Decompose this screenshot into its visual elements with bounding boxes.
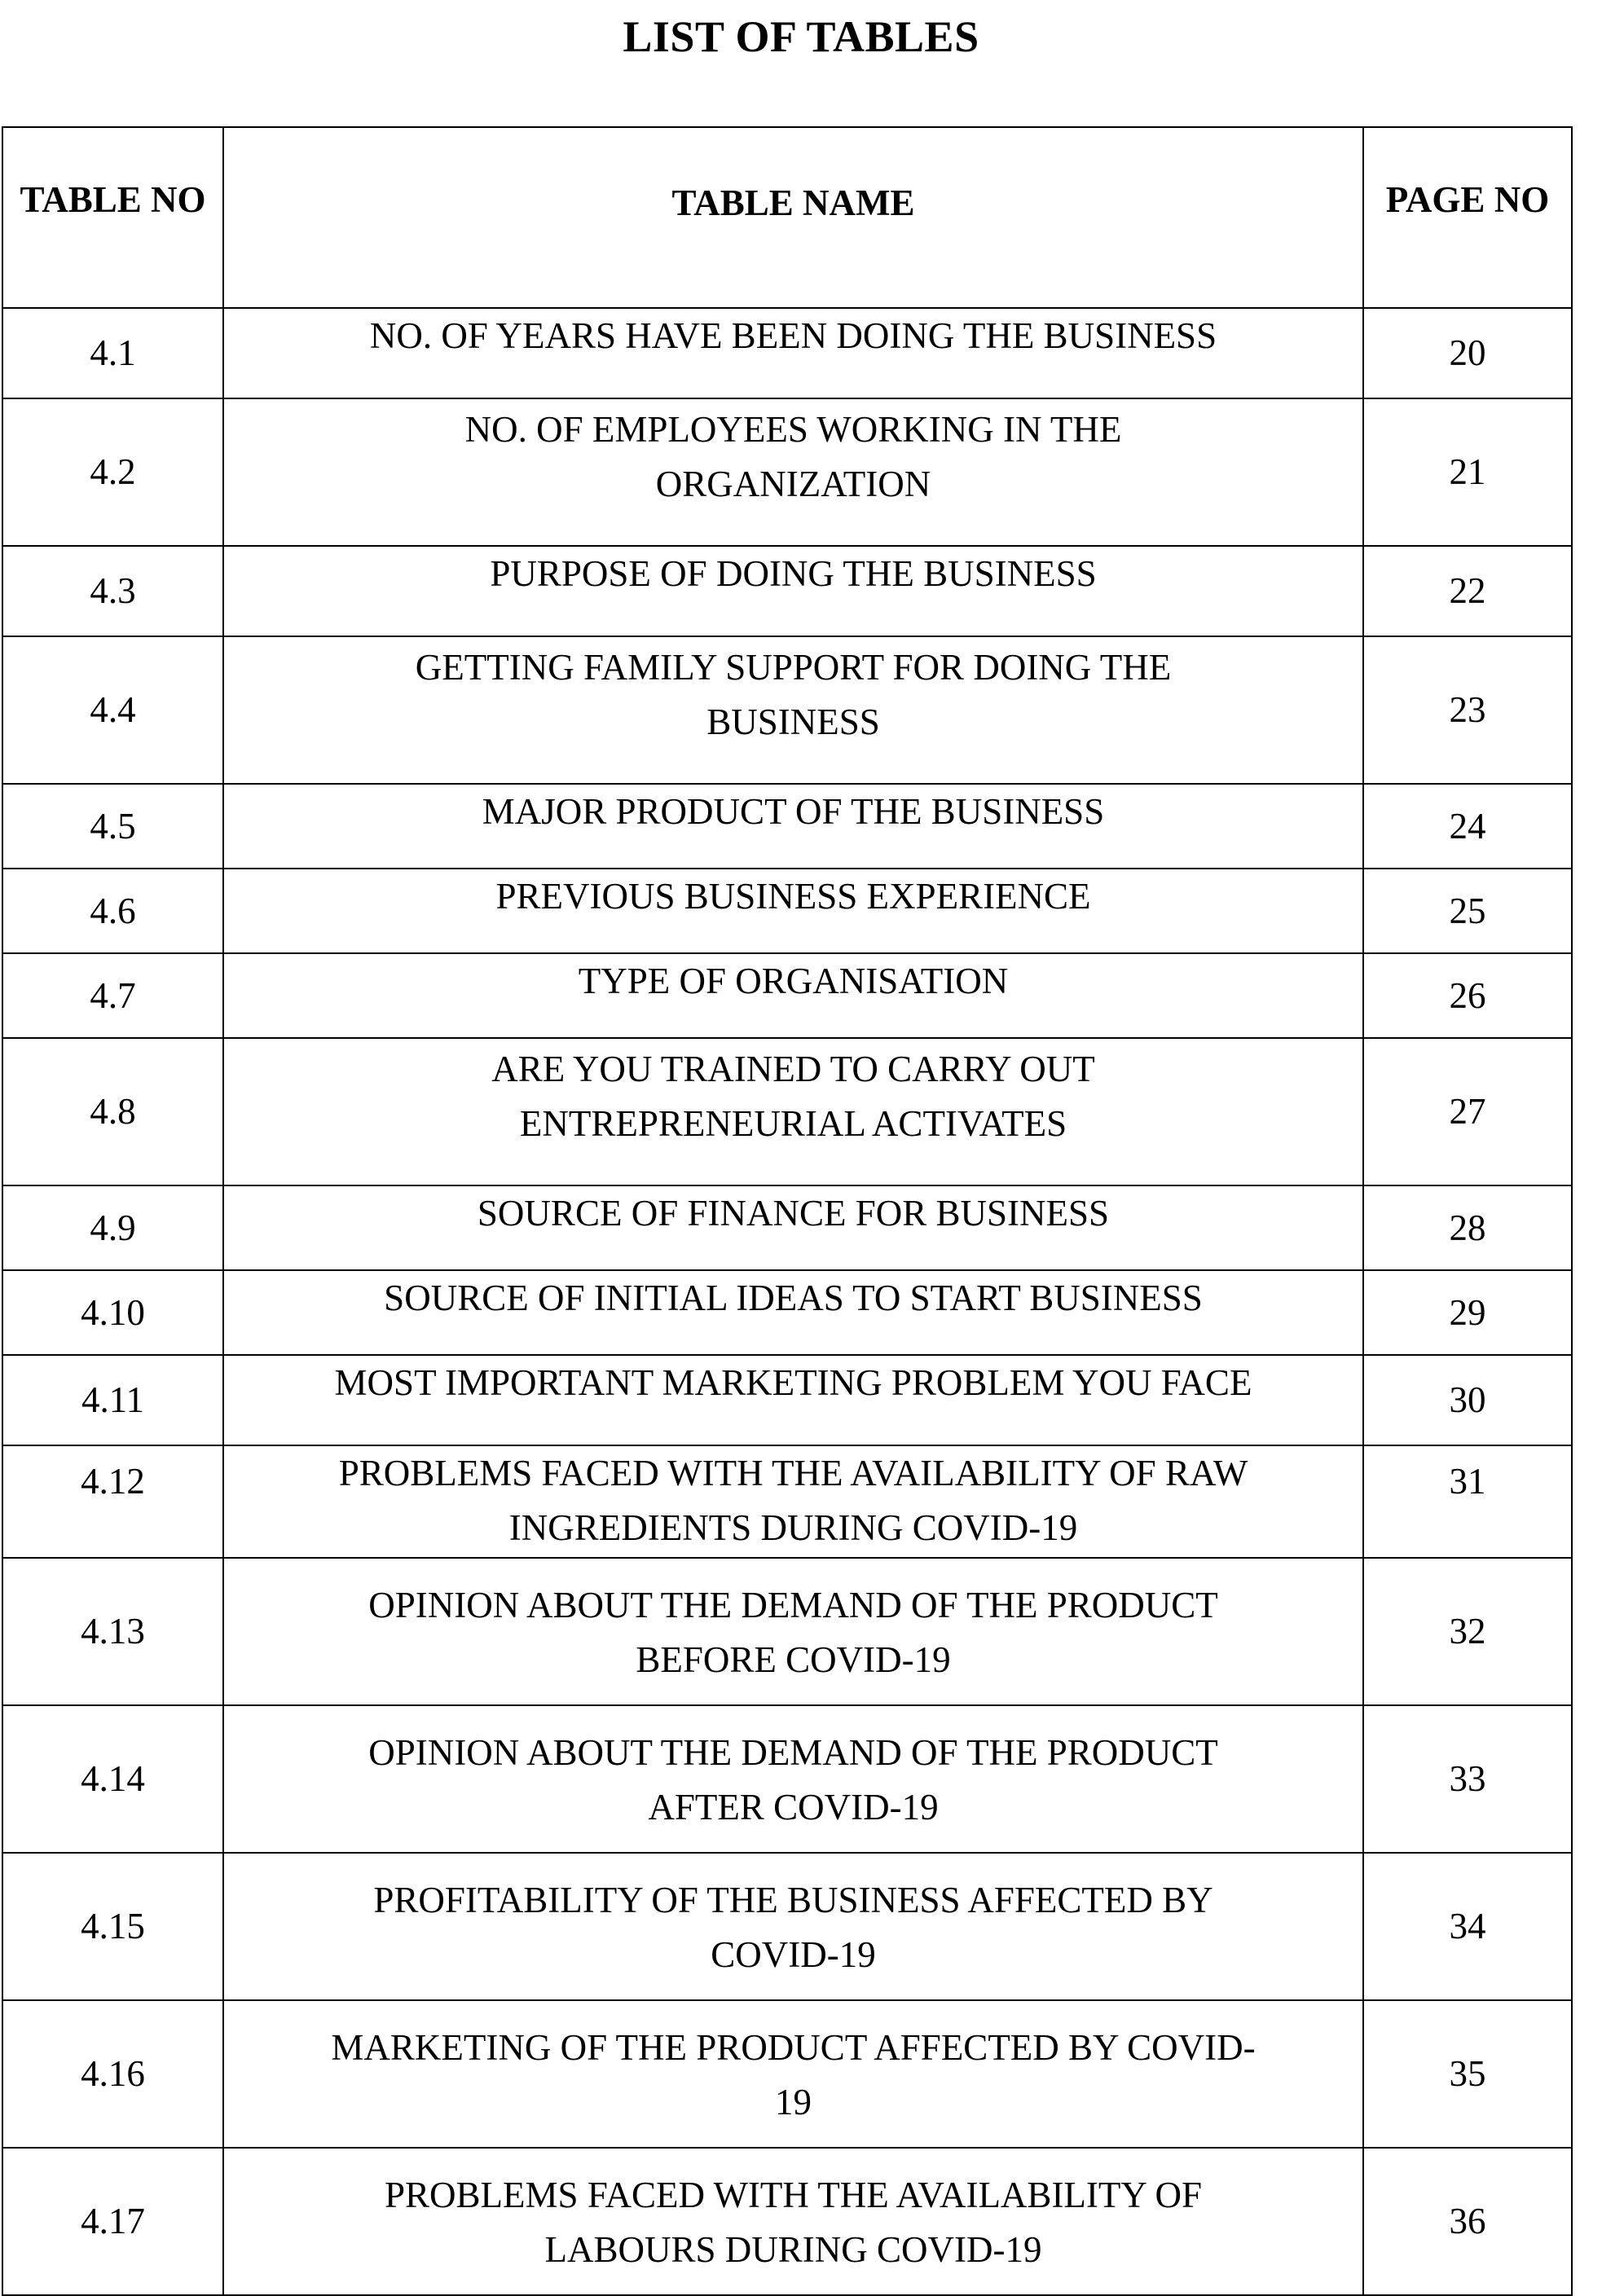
- page-number-cell: 26: [1363, 953, 1572, 1038]
- table-name-line: GETTING FAMILY SUPPORT FOR DOING THE: [415, 647, 1172, 688]
- table-number-cell: 4.12: [2, 1445, 223, 1558]
- table-row: [2, 1853, 1572, 2000]
- table-name-cell: SOURCE OF INITIAL IDEAS TO START BUSINESS: [223, 1270, 1363, 1355]
- header-page-no: PAGE NO: [1363, 127, 1572, 308]
- table-name-line: LABOURS DURING COVID-19: [544, 2229, 1042, 2270]
- table-name-cell: [223, 1705, 1363, 1853]
- table-name-cell: [223, 636, 1363, 784]
- table-row: [2, 2000, 1572, 2148]
- table-number-cell: 4.3: [2, 546, 223, 636]
- table-name-line: ORGANIZATION: [655, 464, 931, 504]
- table-number-cell: 4.8: [2, 1038, 223, 1185]
- page-number-cell: 21: [1363, 398, 1572, 546]
- table-name-line: AFTER COVID-19: [648, 1787, 939, 1828]
- page-number-cell: 24: [1363, 784, 1572, 869]
- list-of-tables: [2, 126, 1573, 2296]
- table-row: [2, 2148, 1572, 2295]
- table-number-cell: 4.13: [2, 1558, 223, 1705]
- table-name-cell: [223, 2148, 1363, 2295]
- table-name-line: COVID-19: [711, 1934, 876, 1975]
- page-number-cell: 33: [1363, 1705, 1572, 1853]
- page-number-cell: 28: [1363, 1185, 1572, 1270]
- table-row: [2, 1038, 1572, 1185]
- table-number-cell: 4.2: [2, 398, 223, 546]
- table-row: [2, 636, 1572, 784]
- table-name-cell: MAJOR PRODUCT OF THE BUSINESS: [223, 784, 1363, 869]
- table-row: [2, 784, 1572, 869]
- table-row: [2, 546, 1572, 636]
- table-name-line: 19: [775, 2082, 812, 2122]
- page-number-cell: 30: [1363, 1355, 1572, 1445]
- table-name-line: BUSINESS: [706, 702, 880, 742]
- page-number-cell: 23: [1363, 636, 1572, 784]
- table-name-line: OPINION ABOUT THE DEMAND OF THE PRODUCT: [368, 1732, 1218, 1773]
- table-header-row: [2, 127, 1572, 308]
- header-table-no: TABLE NO: [2, 127, 223, 308]
- table-name-cell: NO. OF YEARS HAVE BEEN DOING THE BUSINESS: [223, 308, 1363, 398]
- table-number-cell: 4.1: [2, 308, 223, 398]
- table-row: [2, 1355, 1572, 1445]
- table-name-cell: MOST IMPORTANT MARKETING PROBLEM YOU FACE: [223, 1355, 1363, 1445]
- table-name-cell: [223, 1558, 1363, 1705]
- table-name-cell: [223, 398, 1363, 546]
- table-name-line: ENTREPRENEURIAL ACTIVATES: [519, 1103, 1067, 1144]
- page-number-cell: 25: [1363, 869, 1572, 953]
- page-number-cell: 20: [1363, 308, 1572, 398]
- table-number-cell: 4.9: [2, 1185, 223, 1270]
- table-row: [2, 1705, 1572, 1853]
- table-name-line: MARKETING OF THE PRODUCT AFFECTED BY COVID-: [331, 2027, 1256, 2068]
- table-row: [2, 1185, 1572, 1270]
- header-table-name: TABLE NAME: [223, 127, 1363, 308]
- page-title: LIST OF TABLES: [623, 12, 979, 61]
- table-name-line: PROFITABILITY OF THE BUSINESS AFFECTED BY: [373, 1880, 1213, 1920]
- table-row: [2, 869, 1572, 953]
- table-row: [2, 398, 1572, 546]
- table-name-line: OPINION ABOUT THE DEMAND OF THE PRODUCT: [368, 1585, 1218, 1625]
- table-number-cell: 4.11: [2, 1355, 223, 1445]
- table-name-cell: PREVIOUS BUSINESS EXPERIENCE: [223, 869, 1363, 953]
- table-number-cell: 4.17: [2, 2148, 223, 2295]
- page-number-cell: 27: [1363, 1038, 1572, 1185]
- page-number-cell: 35: [1363, 2000, 1572, 2148]
- table-name-line: PROBLEMS FACED WITH THE AVAILABILITY OF: [385, 2175, 1202, 2215]
- table-name-cell: PURPOSE OF DOING THE BUSINESS: [223, 546, 1363, 636]
- page-number-cell: 22: [1363, 546, 1572, 636]
- page-number-cell: 32: [1363, 1558, 1572, 1705]
- table-name-line: ARE YOU TRAINED TO CARRY OUT: [491, 1049, 1095, 1089]
- table-name-cell: [223, 2000, 1363, 2148]
- table-number-cell: 4.10: [2, 1270, 223, 1355]
- page-number-cell: 34: [1363, 1853, 1572, 2000]
- table-row: [2, 1558, 1572, 1705]
- table-name-line: BEFORE COVID-19: [636, 1639, 951, 1680]
- table-number-cell: 4.7: [2, 953, 223, 1038]
- table-name-cell: SOURCE OF FINANCE FOR BUSINESS: [223, 1185, 1363, 1270]
- table-row: [2, 1445, 1572, 1558]
- page-number-cell: 36: [1363, 2148, 1572, 2295]
- page-number-cell: 31: [1363, 1445, 1572, 1558]
- table-row: [2, 953, 1572, 1038]
- table-name-cell: TYPE OF ORGANISATION: [223, 953, 1363, 1038]
- table-row: [2, 308, 1572, 398]
- table-name-cell: [223, 1445, 1363, 1558]
- table-name-cell: [223, 1038, 1363, 1185]
- page-number-cell: 29: [1363, 1270, 1572, 1355]
- table-number-cell: 4.4: [2, 636, 223, 784]
- table-name-line: INGREDIENTS DURING COVID-19: [508, 1507, 1078, 1548]
- table-number-cell: 4.5: [2, 784, 223, 869]
- table-number-cell: 4.16: [2, 2000, 223, 2148]
- table-number-cell: 4.6: [2, 869, 223, 953]
- table-name-cell: [223, 1853, 1363, 2000]
- table-name-line: PROBLEMS FACED WITH THE AVAILABILITY OF RAW: [338, 1453, 1248, 1493]
- table-row: [2, 1270, 1572, 1355]
- table-number-cell: 4.14: [2, 1705, 223, 1853]
- table-number-cell: 4.15: [2, 1853, 223, 2000]
- table-name-line: NO. OF EMPLOYEES WORKING IN THE: [464, 409, 1122, 450]
